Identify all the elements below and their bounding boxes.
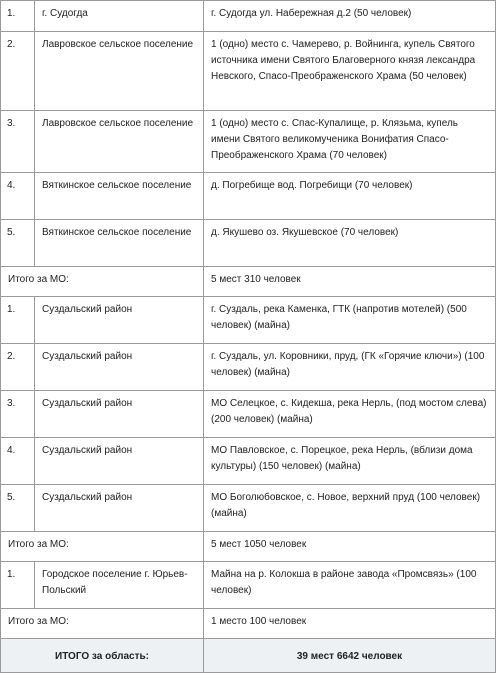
municipality-cell: Суздальский район [35,438,204,485]
table-row [1,344,496,391]
row-number: 4. [1,438,35,485]
table-row [1,220,496,267]
municipality-cell: Вяткинское сельское поселение [35,173,204,220]
row-number: 3. [1,391,35,438]
municipality-cell: Городское поселение г. Юрьев-Польский [35,562,204,609]
grand-total-label: ИТОГО за область: [1,639,204,673]
grand-total-row [1,639,496,673]
row-number: 1. [1,297,35,344]
municipality-cell: Лавровское сельское поселение [35,111,204,173]
municipality-cell: Вяткинское сельское поселение [35,220,204,267]
grand-total-value: 39 мест 6642 человек [204,639,496,673]
municipality-cell: Суздальский район [35,344,204,391]
table-row [1,485,496,532]
location-cell: г. Суздаль, река Каменка, ГТК (напротив мотелей) (500 человек) (майна) [204,297,496,344]
row-number: 1. [1,1,35,32]
row-number: 2. [1,32,35,111]
row-number: 3. [1,111,35,173]
subtotal-value: 5 мест 310 человек [204,267,496,297]
location-cell: МО Боголюбовское, с. Новое, верхний пруд (100 человек) (майна) [204,485,496,532]
location-cell: д. Якушево оз. Якушевское (70 человек) [204,220,496,267]
location-cell: г. Судогда ул. Набережная д.2 (50 человек) [204,1,496,32]
municipality-cell: Суздальский район [35,485,204,532]
row-number: 5. [1,485,35,532]
municipality-cell: Суздальский район [35,391,204,438]
row-number: 2. [1,344,35,391]
table-row [1,173,496,220]
table-row [1,32,496,111]
location-cell: 1 (одно) место с. Чамерево, р. Войнинга, купель Святого источника имени Святого Благоверного князя лександра Невского, Спасо-Преображенского Храма (50 человек) [204,32,496,111]
municipality-cell: г. Судогда [35,1,204,32]
table-row [1,562,496,609]
table-row [1,391,496,438]
location-cell: г. Суздаль, ул. Коровники, пруд, (ГК «Горячие ключи») (100 человек) (майна) [204,344,496,391]
table-row [1,297,496,344]
subtotal-row [1,532,496,562]
row-number: 5. [1,220,35,267]
table-row [1,111,496,173]
subtotal-row [1,609,496,639]
location-cell: Майна на р. Колокша в районе завода «Промсвязь» (100 человек) [204,562,496,609]
row-number: 4. [1,173,35,220]
municipality-cell: Лавровское сельское поселение [35,32,204,111]
subtotal-row [1,267,496,297]
subtotal-value: 1 место 100 человек [204,609,496,639]
subtotal-value: 5 мест 1050 человек [204,532,496,562]
location-cell: д. Погребище вод. Погребищи (70 человек) [204,173,496,220]
location-cell: МО Павловское, с. Порецкое, река Нерль, (вблизи дома культуры) (150 человек) (майна) [204,438,496,485]
subtotal-label: Итого за МО: [1,267,204,297]
subtotal-label: Итого за МО: [1,532,204,562]
location-cell: 1 (одно) место с. Спас-Купалище, р. Клязьма, купель имени Святого великомученика Вонифатия Спасо-Преображенского Храма (70 человек) [204,111,496,173]
location-cell: МО Селецкое, с. Кидекша, река Нерль, (под мостом слева) (200 человек) (майна) [204,391,496,438]
subtotal-label: Итого за МО: [1,609,204,639]
row-number: 1. [1,562,35,609]
municipality-cell: Суздальский район [35,297,204,344]
table-row [1,438,496,485]
table-row [1,1,496,32]
